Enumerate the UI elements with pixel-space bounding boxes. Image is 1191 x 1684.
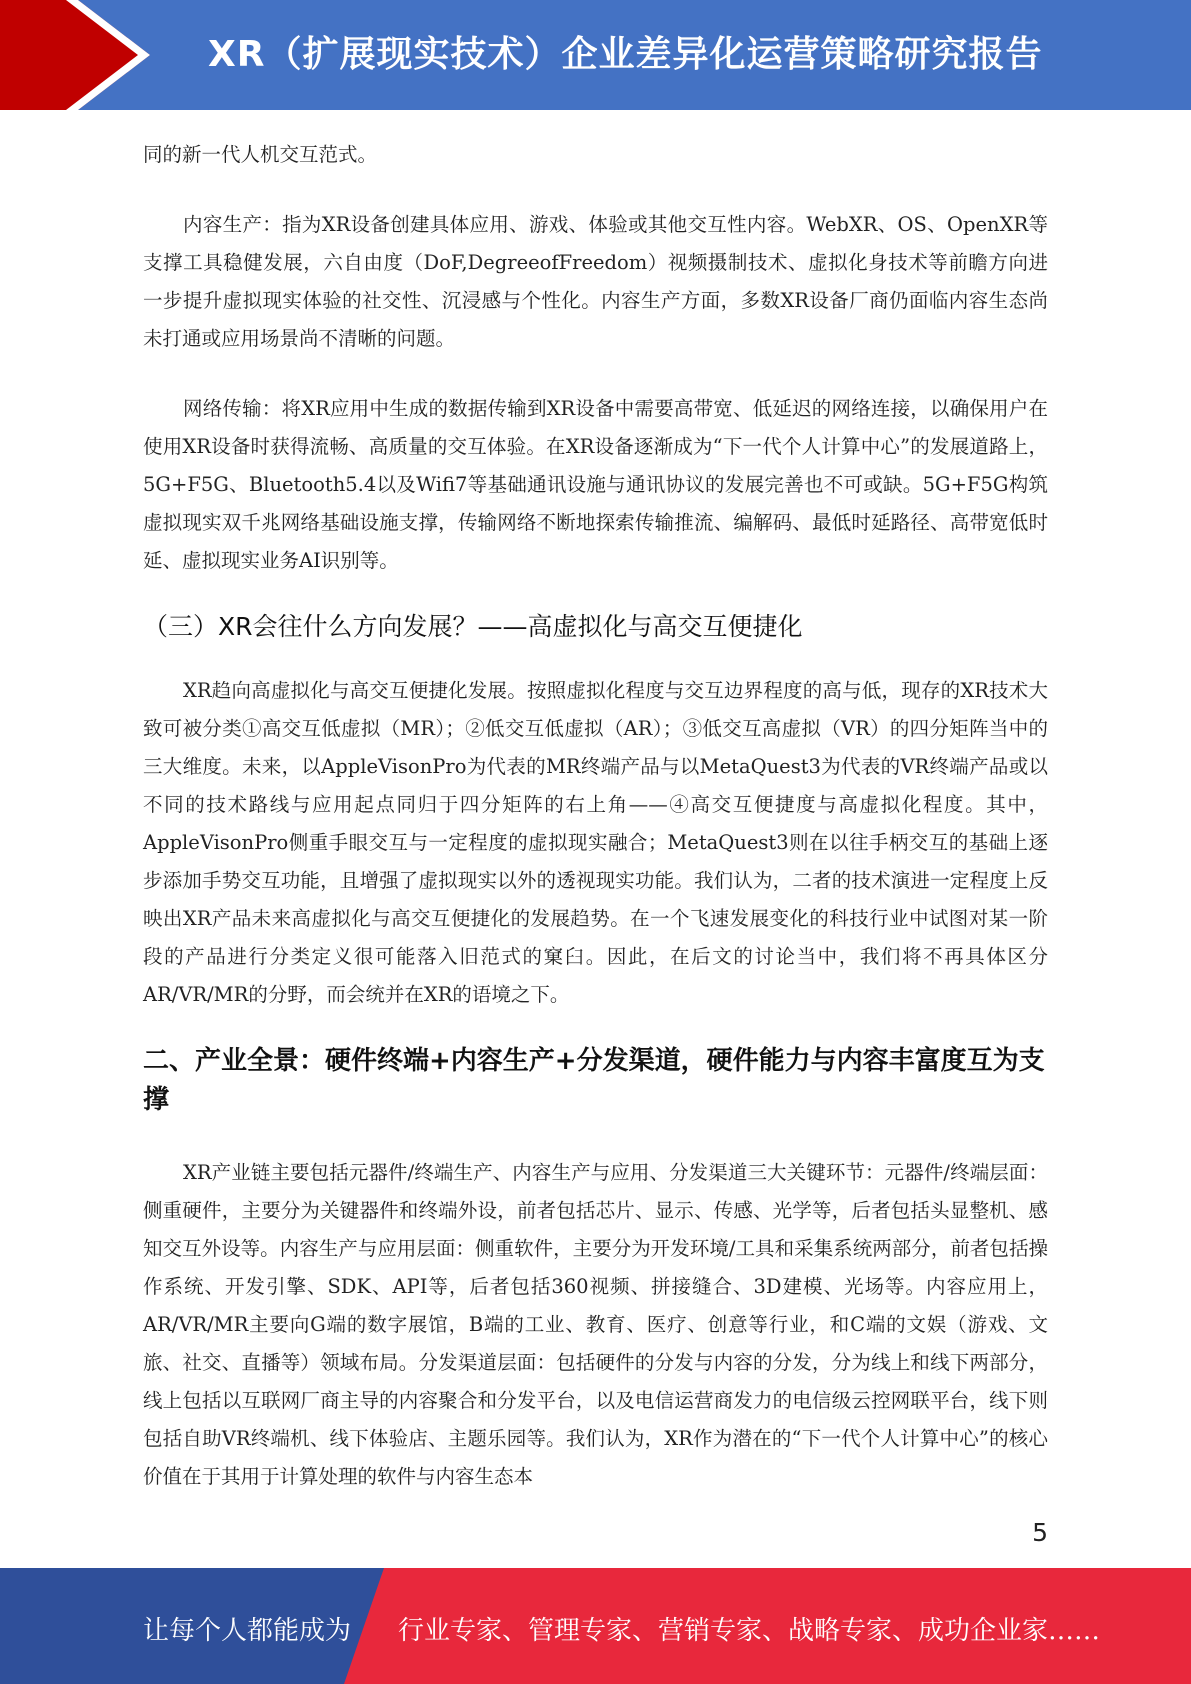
section-heading-3: （三）XR会往什么方向发展？——高虚拟化与高交互便捷化: [143, 612, 803, 641]
section-heading-industry-overview: 二、产业全景：硬件终端+内容生产+分发渠道，硬件能力与内容丰富度互为支撑: [143, 1046, 1045, 1115]
footer-slogan-left: 让每个人都能成为: [143, 1616, 352, 1646]
page-footer: [0, 1568, 1191, 1684]
paragraph-continuation: 同的新一代人机交互范式。: [143, 143, 378, 166]
page-content: [143, 136, 1048, 1496]
paragraph-content-production: 内容生产：指为XR设备创建具体应用、游戏、体验或其他交互性内容。WebXR、OS、OpenXR等支撑工具稳健发展，六自由度（DoF,DegreeofFreedom）视频摄制技术、虚拟化身技术等前瞻方向进一步提升虚拟现实体验的社交性、沉浸感与个性化。内容生产方面，多数XR设备厂商仍面临内容生态尚未打通或应用场景尚不清晰的问题。: [143, 213, 1048, 350]
paragraph-network-transmission: 网络传输：将XR应用中生成的数据传输到XR设备中需要高带宽、低延迟的网络连接，以确保用户在使用XR设备时获得流畅、高质量的交互体验。在XR设备逐渐成为“下一代个人计算中心”的发展道路上，5G+F5G、Bluetooth5.4以及Wifi7等基础通讯设施与通讯协议的发展完善也不可或缺。5G+F5G构筑虚拟现实双千兆网络基础设施支撑，传输网络不断地探索传输推流、编解码、最低时延路径、高带宽低时延、虚拟现实业务AI识别等。: [143, 397, 1048, 572]
page-number: 5: [1032, 1518, 1048, 1547]
report-title: XR（扩展现实技术）企业差异化运营策略研究报告: [208, 34, 1043, 75]
paragraph-industry-chain: XR产业链主要包括元器件/终端生产、内容生产与应用、分发渠道三大关键环节：元器件/终端层面：侧重硬件，主要分为关键器件和终端外设，前者包括芯片、显示、传感、光学等，后者包括头显整机、感知交互外设等。内容生产与应用层面：侧重软件，主要分为开发环境/工具和采集系统两部分，前者包括操作系统、开发引擎、SDK、API等，后者包括360视频、拼接缝合、3D建模、光场等。内容应用上，AR/VR/MR主要向G端的数字展馆，B端的工业、教育、医疗、创意等行业，和C端的文娱（游戏、文旅、社交、直播等）领域布局。分发渠道层面：包括硬件的分发与内容的分发，分为线上和线下两部分，线上包括以互联网厂商主导的内容聚合和分发平台，以及电信运营商发力的电信级云控网联平台，线下则包括自助VR终端机、线下体验店、主题乐园等。我们认为，XR作为潜在的“下一代个人计算中心”的核心价值在于其用于计算处理的软件与内容生态本: [143, 1161, 1048, 1488]
footer-slogan-right: 行业专家、管理专家、营销专家、战略专家、成功企业家……: [398, 1616, 1101, 1646]
paragraph-xr-trends: XR趋向高虚拟化与高交互便捷化发展。按照虚拟化程度与交互边界程度的高与低，现存的XR技术大致可被分类①高交互低虚拟（MR）；②低交互低虚拟（AR）；③低交互高虚拟（VR）的四分矩阵当中的三大维度。未来，以AppleVisonPro为代表的MR终端产品与以MetaQuest3为代表的VR终端产品或以不同的技术路线与应用起点同归于四分矩阵的右上角——④高交互便捷度与高虚拟化程度。其中，AppleVisonPro侧重手眼交互与一定程度的虚拟现实融合；MetaQuest3则在以往手柄交互的基础上逐步添加手势交互功能，且增强了虚拟现实以外的透视现实功能。我们认为，二者的技术演进一定程度上反映出XR产品未来高虚拟化与高交互便捷化的发展趋势。在一个飞速发展变化的科技行业中试图对某一阶段的产品进行分类定义很可能落入旧范式的窠臼。因此，在后文的讨论当中，我们将不再具体区分AR/VR/MR的分野，而会统并在XR的语境之下。: [143, 679, 1048, 1006]
header-arrow-decoration: [0, 0, 160, 110]
page-header: [0, 0, 1191, 110]
